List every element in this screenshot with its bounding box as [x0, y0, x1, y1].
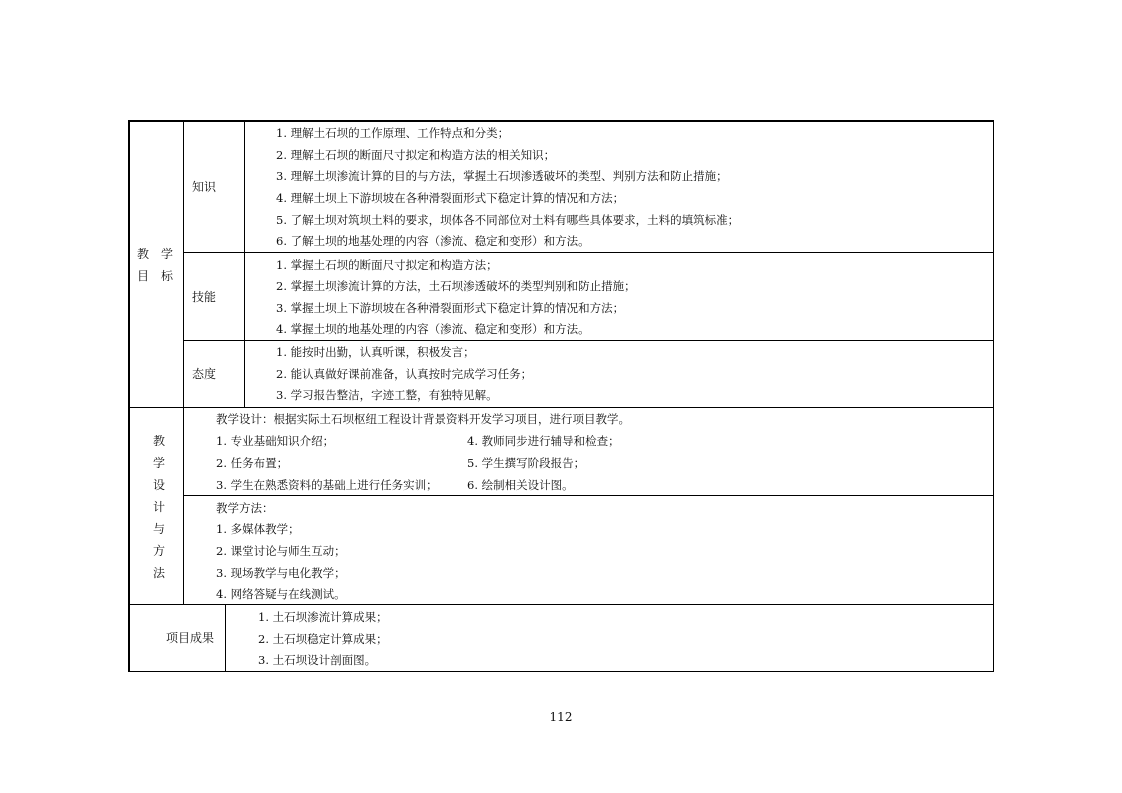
skills-item: 2. 掌握土坝渗流计算的方法，土石坝渗透破坏的类型判别和防止措施； — [276, 279, 636, 293]
skills-item: 3. 掌握土坝上下游坝坡在各种滑裂面形式下稳定计算的情况和方法； — [276, 301, 625, 315]
design-step: 6. 绘制相关设计图。 — [467, 478, 574, 492]
row-divider — [183, 340, 994, 341]
page-number: 112 — [549, 710, 573, 724]
design-label-char: 与 — [152, 522, 165, 536]
design-step: 2. 任务布置； — [216, 456, 289, 470]
row-divider — [183, 252, 994, 253]
method-item: 1. 多媒体教学； — [216, 522, 300, 536]
results-item: 3. 土石坝设计剖面图。 — [258, 653, 377, 667]
table-border — [128, 671, 994, 673]
knowledge-item: 6. 了解土坝的地基处理的内容（渗流、稳定和变形）和方法。 — [276, 234, 590, 248]
section-divider — [128, 604, 994, 605]
column-divider — [244, 120, 245, 407]
section-divider — [128, 407, 994, 408]
column-divider — [183, 407, 184, 604]
design-label-char: 计 — [152, 500, 165, 514]
knowledge-item: 2. 理解土石坝的断面尺寸拟定和构造方法的相关知识； — [276, 148, 556, 162]
column-divider — [225, 604, 226, 672]
design-step: 4. 教师同步进行辅导和检查； — [467, 434, 620, 448]
objectives-label-top: 教 学 — [137, 247, 174, 261]
method-item: 3. 现场教学与电化教学； — [216, 566, 346, 580]
design-label-char: 方 — [152, 544, 165, 558]
attitude-label: 态度 — [192, 367, 217, 381]
skills-label: 技能 — [192, 290, 217, 304]
results-item: 1. 土石坝渗流计算成果； — [258, 610, 388, 624]
methods-title: 教学方法： — [216, 501, 274, 515]
table-border — [993, 120, 995, 672]
knowledge-item: 3. 理解土坝渗流计算的目的与方法，掌握土石坝渗透破坏的类型、判别方法和防止措施； — [276, 169, 728, 183]
design-intro: 教学设计：根据实际土石坝枢纽工程设计背景资料开发学习项目，进行项目教学。 — [216, 412, 630, 426]
column-divider — [183, 120, 184, 407]
attitude-item: 3. 学习报告整洁，字迹工整，有独特见解。 — [276, 388, 498, 402]
results-label: 项目成果 — [166, 631, 215, 645]
skills-item: 4. 掌握土坝的地基处理的内容（渗流、稳定和变形）和方法。 — [276, 322, 590, 336]
syllabus-table — [128, 120, 994, 672]
knowledge-item: 5. 了解土坝对筑坝土料的要求，坝体各不同部位对土料有哪些具体要求，土料的填筑标准； — [276, 213, 740, 227]
knowledge-item: 1. 理解土石坝的工作原理、工作特点和分类； — [276, 126, 510, 140]
design-step: 1. 专业基础知识介绍； — [216, 434, 335, 448]
table-border — [128, 120, 130, 672]
table-border — [128, 120, 994, 122]
objectives-label-bottom: 目 标 — [137, 269, 174, 283]
design-label-char: 教 — [152, 434, 165, 448]
attitude-item: 2. 能认真做好课前准备，认真按时完成学习任务； — [276, 367, 533, 381]
design-label-char: 设 — [152, 478, 165, 492]
attitude-item: 1. 能按时出勤，认真听课，积极发言； — [276, 345, 475, 359]
design-label-char: 法 — [152, 566, 165, 580]
skills-item: 1. 掌握土石坝的断面尺寸拟定和构造方法； — [276, 258, 498, 272]
method-item: 2. 课堂讨论与师生互动； — [216, 544, 346, 558]
design-label-char: 学 — [152, 456, 165, 470]
knowledge-item: 4. 理解土坝上下游坝坡在各种滑裂面形式下稳定计算的情况和方法； — [276, 191, 625, 205]
knowledge-label: 知识 — [192, 180, 217, 194]
method-item: 4. 网络答疑与在线测试。 — [216, 587, 346, 601]
design-step: 5. 学生撰写阶段报告； — [467, 456, 586, 470]
row-divider — [183, 495, 994, 496]
results-item: 2. 土石坝稳定计算成果； — [258, 632, 388, 646]
design-step: 3. 学生在熟悉资料的基础上进行任务实训； — [216, 478, 438, 492]
